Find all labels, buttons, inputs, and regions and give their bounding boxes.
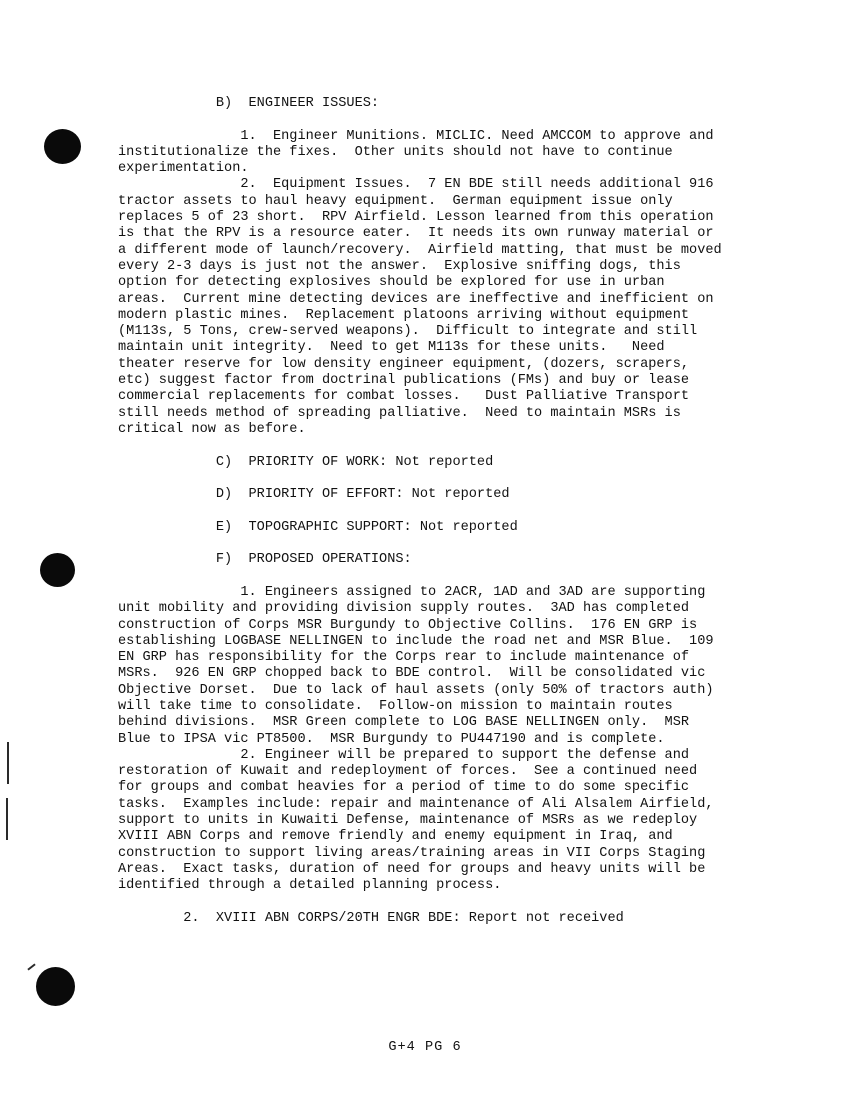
para-b-1-engineer-munitions-line: 1. Engineer Munitions. MICLIC. Need AMCCOM to approve and: [118, 128, 714, 144]
heading-c-priority-of-work-line: C) PRIORITY OF WORK: Not reported: [118, 454, 494, 470]
hole-punch-bottom: [36, 967, 75, 1006]
para-b-2-equipment-issues-line: areas. Current mine detecting devices are ineffective and inefficient on: [118, 291, 714, 307]
heading-e-topographic-support-line: E) TOPOGRAPHIC SUPPORT: Not reported: [118, 519, 518, 535]
para-b-2-equipment-issues-line: option for detecting explosives should be explored for use in urban: [118, 275, 665, 291]
para-f-2-engineer-prepared-line: XVIII ABN Corps and remove friendly and enemy equipment in Iraq, and: [118, 829, 673, 845]
para-f-1-engineers-assigned-line: EN GRP has responsibility for the Corps rear to include maintenance of: [118, 650, 690, 666]
para-b-1-engineer-munitions-line: experimentation.: [118, 161, 249, 177]
heading-d-priority-of-effort-line: D) PRIORITY OF EFFORT: Not reported: [118, 487, 510, 503]
blank-line: [118, 438, 722, 454]
hole-punch-middle: [40, 553, 75, 587]
para-b-2-equipment-issues-line: (M113s, 5 Tons, crew-served weapons). Difficult to integrate and still: [118, 324, 698, 340]
heading-b-engineer-issues-line: B) ENGINEER ISSUES:: [118, 96, 380, 111]
para-b-1-engineer-munitions-line: institutionalize the fixes. Other units should not have to continue: [118, 144, 673, 160]
para-f-2-engineer-prepared-line: construction to support living areas/training areas in VII Corps Staging: [118, 845, 706, 861]
para-b-2-equipment-issues-line: 2. Equipment Issues. 7 EN BDE still needs additional 916: [118, 177, 714, 193]
para-f-1-engineers-assigned-line: unit mobility and providing division supply routes. 3AD has completed: [118, 601, 690, 617]
margin-mark: [6, 798, 8, 840]
para-f-2-engineer-prepared-line: tasks. Examples include: repair and maintenance of Ali Alsalem Airfield,: [118, 796, 714, 812]
para-f-2-engineer-prepared-line: support to units in Kuwaiti Defense, maintenance of MSRs as we redeploy: [118, 813, 698, 829]
para-f-2-engineer-prepared-line: for groups and combat heavies for a period of time to do some specific: [118, 780, 690, 796]
blank-line: [118, 569, 722, 585]
para-b-2-equipment-issues-line: every 2-3 days is just not the answer. Explosive sniffing dogs, this: [118, 258, 681, 274]
document-body: [118, 96, 722, 927]
para-f-1-engineers-assigned-line: behind divisions. MSR Green complete to LOG BASE NELLINGEN only. MSR: [118, 715, 690, 731]
para-f-2-engineer-prepared-line: Areas. Exact tasks, duration of need for groups and heavy units will be: [118, 861, 706, 877]
para-f-1-engineers-assigned-line: Objective Dorset. Due to lack of haul assets (only 50% of tractors auth): [118, 682, 714, 698]
blank-line: [118, 895, 722, 911]
para-b-2-equipment-issues-line: still needs method of spreading palliative. Need to maintain MSRs is: [118, 405, 681, 421]
para-b-2-equipment-issues-line: theater reserve for low density engineer equipment, (dozers, scrapers,: [118, 356, 690, 372]
para-f-1-engineers-assigned-line: construction of Corps MSR Burgundy to Objective Collins. 176 EN GRP is: [118, 617, 698, 633]
blank-line: [118, 536, 722, 552]
para-b-2-equipment-issues-line: maintain unit integrity. Need to get M113s for these units. Need: [118, 340, 665, 356]
para-b-2-equipment-issues-line: tractor assets to haul heavy equipment. German equipment issue only: [118, 193, 673, 209]
para-b-2-equipment-issues-line: modern plastic mines. Replacement platoons arriving without equipment: [118, 307, 690, 323]
para-f-2-engineer-prepared-line: 2. Engineer will be prepared to support the defense and: [118, 747, 690, 763]
margin-mark: [7, 742, 9, 784]
para-b-2-equipment-issues-line: a different mode of launch/recovery. Airfield matting, that must be moved: [118, 242, 722, 258]
para-f-1-engineers-assigned-line: 1. Engineers assigned to 2ACR, 1AD and 3AD are supporting: [118, 584, 706, 600]
para-f-1-engineers-assigned-line: establishing LOGBASE NELLINGEN to include the road net and MSR Blue. 109: [118, 633, 714, 649]
para-b-2-equipment-issues-line: replaces 5 of 23 short. RPV Airfield. Lesson learned from this operation: [118, 210, 714, 226]
margin-mark: [27, 963, 35, 970]
para-b-2-equipment-issues-line: critical now as before.: [118, 421, 306, 437]
blank-line: [118, 112, 722, 128]
para-f-1-engineers-assigned-line: will take time to consolidate. Follow-on mission to maintain routes: [118, 698, 673, 714]
line-2-xviii-abn-corps-line: 2. XVIII ABN CORPS/20TH ENGR BDE: Report not received: [118, 910, 624, 926]
para-b-2-equipment-issues-line: is that the RPV is a resource eater. It needs its own runway material or: [118, 226, 714, 242]
para-f-2-engineer-prepared-line: restoration of Kuwait and redeployment of forces. See a continued need: [118, 764, 698, 780]
para-f-1-engineers-assigned-line: MSRs. 926 EN GRP chopped back to BDE control. Will be consolidated vic: [118, 666, 706, 682]
hole-punch-top: [44, 129, 81, 164]
para-b-2-equipment-issues-line: etc) suggest factor from doctrinal publications (FMs) and buy or lease: [118, 373, 690, 389]
page-footer: G+4 PG 6: [388, 1040, 462, 1055]
para-b-2-equipment-issues-line: commercial replacements for combat losses. Dust Palliative Transport: [118, 389, 690, 405]
blank-line: [118, 471, 722, 487]
para-f-1-engineers-assigned-line: Blue to IPSA vic PT8500. MSR Burgundy to PU447190 and is complete.: [118, 731, 665, 747]
heading-f-proposed-operations-line: F) PROPOSED OPERATIONS:: [118, 552, 412, 568]
para-f-2-engineer-prepared-line: identified through a detailed planning process.: [118, 878, 502, 894]
blank-line: [118, 503, 722, 519]
